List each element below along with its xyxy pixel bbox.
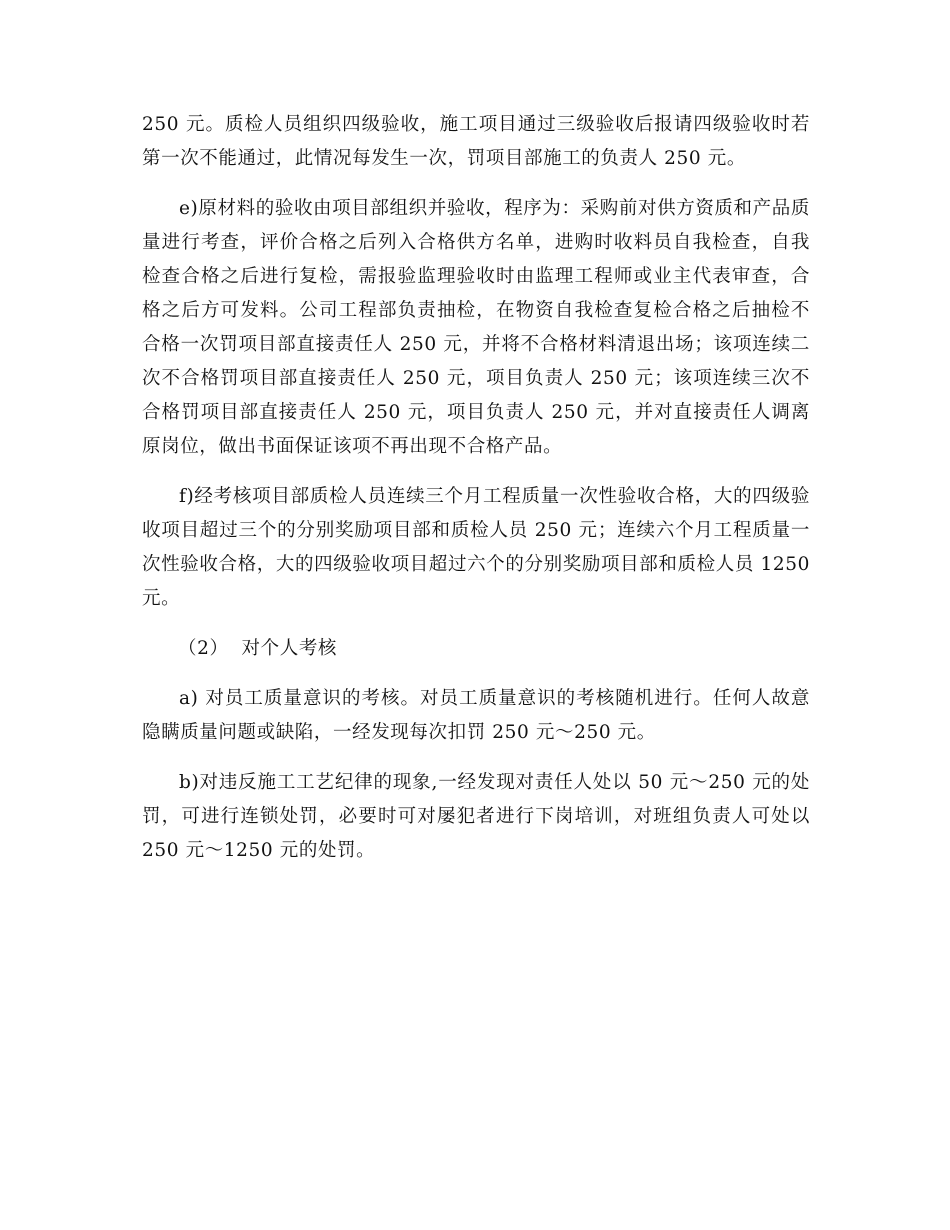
- paragraph-quality-awareness: a) 对员工质量意识的考核。对员工质量意识的考核随机进行。任何人故意隐瞒质量问题或缺陷，一经发现每次扣罚 250 元～250 元。: [142, 688, 810, 743]
- paragraph-quality-reward: f)经考核项目部质检人员连续三个月工程质量一次性验收合格，大的四级验收项目超过三个的分别奖励项目部和质检人员 250 元；连续六个月工程质量一次性验收合格，大的四级验收项目超过六个的分别奖励项目部和质检人员 1250 元。: [142, 486, 810, 609]
- document-page: [142, 108, 810, 884]
- paragraph-raw-material-inspection: e)原材料的验收由项目部组织并验收，程序为：采购前对供方资质和产品质量进行考查，评价合格之后列入合格供方名单，进购时收料员自我检查，自我检查合格之后进行复检，需报验监理验收时由监理工程师或业主代表审查，合格之后方可发料。公司工程部负责抽检，在物资自我检查复检合格之后抽检不合格一次罚项目部直接责任人 250 元，并将不合格材料清退出场；该项连续二次不合格罚项目部直接责任人 250 元，项目负责人 250 元；该项连续三次不合格罚项目部直接责任人 250 元，项目负责人 250 元，并对直接责任人调离原岗位，做出书面保证该项不再出现不合格产品。: [142, 198, 810, 457]
- section-heading-personal-assessment: （2） 对个人考核: [178, 638, 338, 659]
- paragraph-process-discipline: b)对违反施工工艺纪律的现象,一经发现对责任人处以 50 元～250 元的处罚，可进行连锁处罚，必要时可对屡犯者进行下岗培训，对班组负责人可处以 250 元～1250 元的处罚。: [142, 772, 810, 861]
- paragraph-penalty-continued: 250 元。质检人员组织四级验收，施工项目通过三级验收后报请四级验收时若第一次不能通过，此情况每发生一次，罚项目部施工的负责人 250 元。: [142, 114, 810, 169]
